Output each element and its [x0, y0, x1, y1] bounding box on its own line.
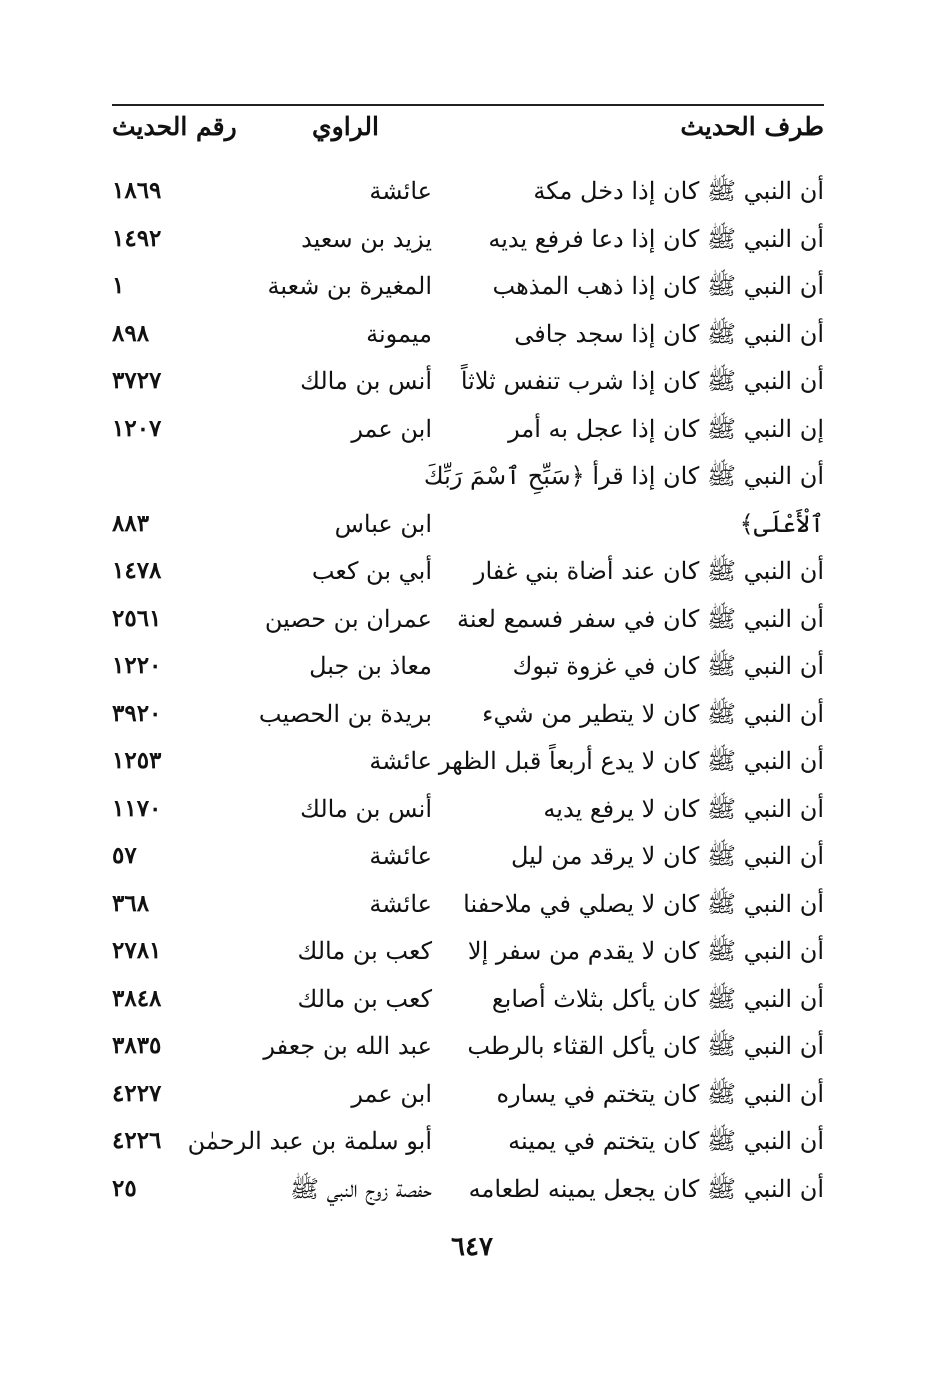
table-row — [112, 1071, 824, 1119]
page-number: ٦٤٧ — [451, 1232, 493, 1262]
hadith-number: ٣٧٢٧ — [112, 367, 162, 394]
narrator-name: معاذ بن جبل — [309, 652, 432, 680]
narrator-name: ابن عباس — [334, 509, 432, 538]
narrator-name: يزيد بن سعيد — [301, 224, 432, 253]
hadith-text: أن النبي ﷺ كان يأكل القثاء بالرطب — [467, 1032, 824, 1060]
hadith-number: ١٢٢٠ — [112, 652, 162, 679]
table-row — [112, 643, 824, 691]
table-row — [112, 548, 824, 596]
table-row — [112, 358, 824, 406]
narrator-name: أبو سلمة بن عبد الرحمٰن — [187, 1127, 432, 1155]
hadith-number: ٣٨٤٨ — [112, 984, 162, 1012]
narrator-name: عائشة — [369, 747, 432, 775]
hadith-text: ٱلْأَعْلَى﴾ — [739, 509, 824, 538]
hadith-number: ١٤٧٨ — [112, 557, 162, 584]
table-row — [112, 691, 824, 739]
hadith-number: ١١٧٠ — [112, 794, 162, 822]
hadith-number: ٤٢٢٧ — [112, 1079, 162, 1107]
narrator-name: عائشة — [369, 889, 432, 918]
hadith-text: أن النبي ﷺ كان لا يقدم من سفر إلا — [467, 937, 824, 965]
narrator-name: بريدة بن الحصيب — [258, 699, 432, 728]
hadith-text: أن النبي ﷺ كان إذا دعا فرفع يديه — [488, 224, 824, 253]
hadith-text: أن النبي ﷺ كان إذا دخل مكة — [533, 177, 824, 205]
hadith-number: ٣٩٢٠ — [112, 699, 162, 727]
hadith-number: ٨٨٣ — [112, 509, 150, 537]
hadith-number: ٣٦٨ — [112, 889, 150, 917]
narrator-name: عبد الله بن جعفر — [263, 1032, 432, 1060]
narrator-name: أنس بن مالك — [300, 794, 432, 823]
hadith-text: أن النبي ﷺ كان لا يرقد من ليل — [510, 842, 824, 870]
table-row — [112, 596, 824, 644]
table-header — [112, 112, 824, 160]
hadith-number: ١٢٥٣ — [112, 747, 162, 774]
top-rule — [112, 104, 824, 106]
table-row — [112, 928, 824, 976]
narrator-name: المغيرة بن شعبة — [267, 272, 432, 300]
hadith-text: أن النبي ﷺ كان يتختم في يمينه — [508, 1127, 824, 1155]
hadith-text: إن النبي ﷺ كان إذا عجل به أمر — [508, 414, 824, 443]
narrator-name: ابن عمر — [351, 414, 432, 443]
narrator-name: كعب بن مالك — [297, 984, 432, 1013]
table-row — [112, 881, 824, 929]
hadith-number: ١٨٦٩ — [112, 177, 162, 204]
hadith-number: ١٤٩٢ — [112, 224, 162, 252]
table-row — [112, 786, 824, 834]
hadith-number: ١ — [112, 272, 125, 299]
table-row — [112, 168, 824, 216]
hadith-number: ٣٨٣٥ — [112, 1032, 162, 1059]
hadith-text: أن النبي ﷺ كان في غزوة تبوك — [512, 652, 824, 680]
table-row — [112, 216, 824, 264]
table-row — [112, 738, 824, 786]
table-row — [112, 453, 824, 501]
narrator-name: عائشة — [369, 842, 432, 870]
hadith-text: أن النبي ﷺ كان إذا ذهب المذهب — [492, 272, 824, 300]
narrator-name: أنس بن مالك — [300, 367, 432, 395]
table-row — [112, 1166, 824, 1214]
table-body — [112, 168, 824, 1213]
hadith-number: ١٢٠٧ — [112, 414, 162, 442]
hadith-text: أن النبي ﷺ كان عند أضاة بني غفار — [473, 557, 824, 585]
hadith-text: أن النبي ﷺ كان إذا سجد جافى — [514, 319, 824, 348]
table-row — [112, 1023, 824, 1071]
table-row — [112, 976, 824, 1024]
header-narrator: الراوي — [312, 112, 379, 141]
narrator-name: أبي بن كعب — [311, 557, 432, 585]
hadith-text: أن النبي ﷺ كان في سفر فسمع لعنة — [456, 604, 824, 633]
narrator-name: ابن عمر — [351, 1079, 432, 1108]
hadith-number: ٤٢٢٦ — [112, 1127, 162, 1154]
hadith-text: أن النبي ﷺ كان يجعل يمينه لطعامه — [468, 1174, 824, 1203]
hadith-number: ٢٧٨١ — [112, 937, 162, 964]
narrator-name: عائشة — [369, 177, 432, 205]
hadith-number: ٨٩٨ — [112, 319, 150, 347]
hadith-text: أن النبي ﷺ كان يتختم في يساره — [496, 1079, 824, 1108]
hadith-number: ٥٧ — [112, 842, 137, 869]
hadith-text: أن النبي ﷺ كان يأكل بثلاث أصابع — [491, 984, 824, 1013]
hadith-text: أن النبي ﷺ كان لا يدع أربعاً قبل الظهر — [438, 747, 824, 775]
table-row — [112, 501, 824, 549]
table-row — [112, 833, 824, 881]
table-row — [112, 311, 824, 359]
table-row — [112, 406, 824, 454]
hadith-text: أن النبي ﷺ كان لا يصلي في ملاحفنا — [463, 889, 824, 918]
hadith-text: أن النبي ﷺ كان لا يرفع يديه — [543, 794, 824, 823]
table-row — [112, 263, 824, 311]
hadith-number: ٢٥٦١ — [112, 604, 162, 632]
header-hadith: طرف الحديث — [680, 112, 824, 141]
narrator-name: حفصة زوج النبي ﷺ — [290, 1174, 432, 1203]
header-number: رقم الحديث — [112, 112, 237, 141]
narrator-name: كعب بن مالك — [297, 937, 432, 965]
hadith-text: أن النبي ﷺ كان لا يتطير من شيء — [482, 699, 824, 728]
hadith-text: أن النبي ﷺ كان إذا قرأ ﴿سَبِّحِ ٱسْمَ رَبِّكَ — [423, 462, 824, 490]
narrator-name: عمران بن حصين — [264, 604, 432, 633]
hadith-text: أن النبي ﷺ كان إذا شرب تنفس ثلاثاً — [460, 367, 824, 395]
hadith-number: ٢٥ — [112, 1174, 137, 1202]
narrator-name: ميمونة — [366, 319, 432, 348]
table-row — [112, 1118, 824, 1166]
